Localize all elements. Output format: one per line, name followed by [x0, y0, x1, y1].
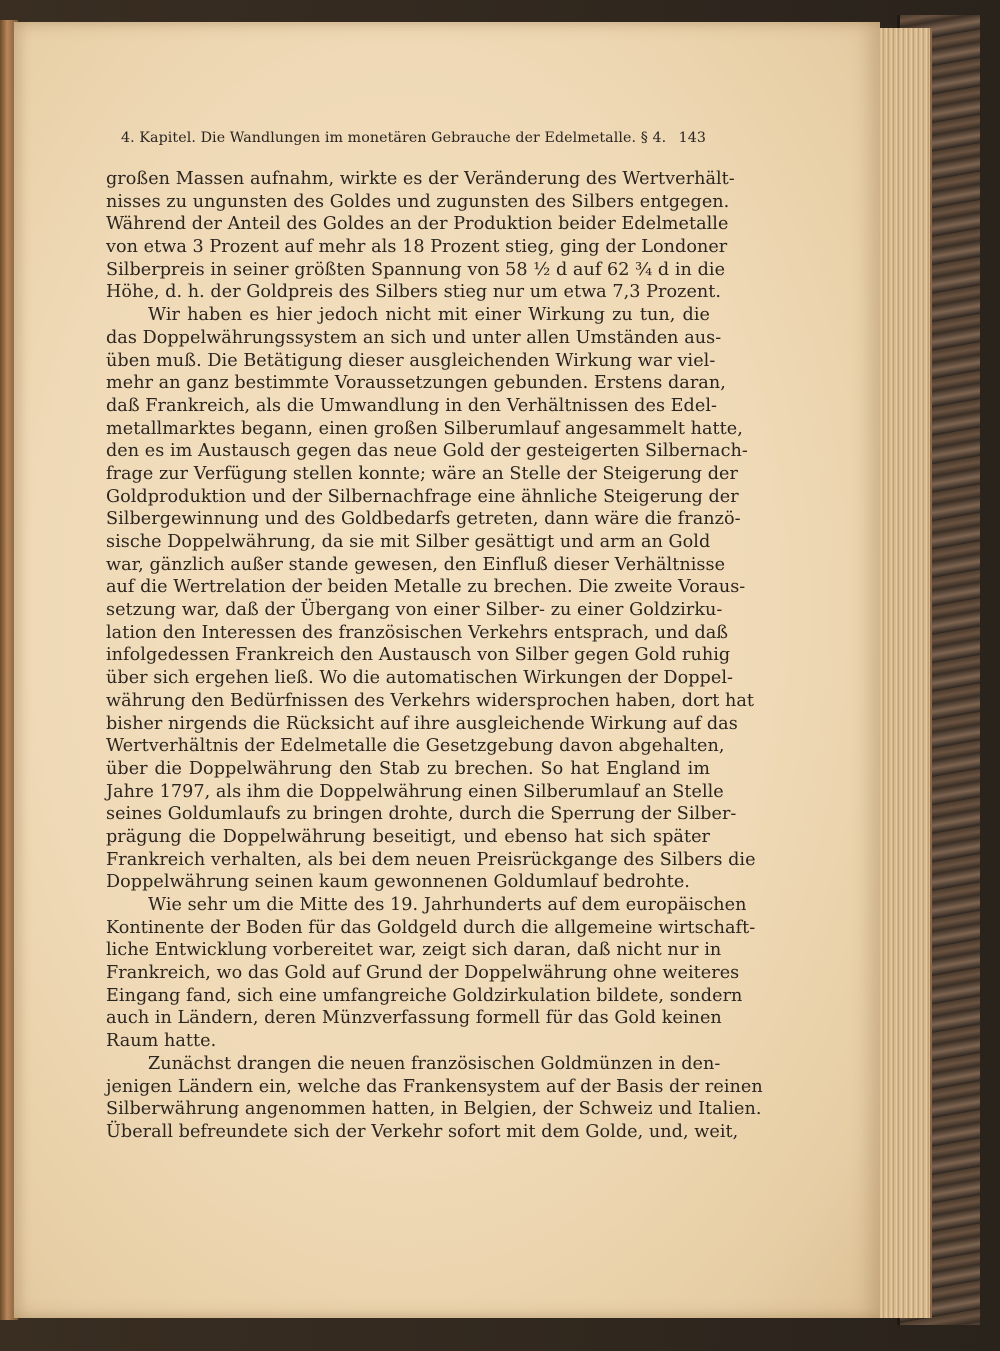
text-line: Zunächst drangen die neuen französischen Goldmünzen in den- [148, 1053, 721, 1074]
text-line: setzung war, daß der Übergang von einer Silber- zu einer Goldzirku- [106, 600, 723, 621]
text-line: Während der Anteil des Goldes an der Produktion beider Edelmetalle [106, 214, 729, 235]
text-line: bisher nirgends die Rücksicht auf ihre ausgleichende Wirkung auf das [106, 713, 738, 734]
text-line: Wie sehr um die Mitte des 19. Jahrhunderts auf dem europäischen [148, 895, 747, 915]
page-number: 143 [678, 130, 706, 146]
text-line: Überall befreundete sich der Verkehr sofort mit dem Golde, und, weit, [106, 1121, 739, 1142]
body-text [106, 168, 763, 1144]
text-line: von etwa 3 Prozent auf mehr als 18 Prozent stieg, ging der Londoner [106, 237, 728, 258]
text-line: Frankreich verhalten, als bei dem neuen Preisrückgange des Silbers die [106, 849, 756, 870]
text-line: Silberpreis in seiner größten Spannung von 58 ½ d auf 62 ¾ d in die [106, 259, 726, 280]
text-line: Kontinente der Boden für das Goldgeld durch die allgemeine wirtschaft- [106, 917, 756, 938]
text-line: jenigen Ländern ein, welche das Frankensystem auf der Basis der reinen [106, 1076, 763, 1097]
text-line: lation den Interessen des französischen Verkehrs entsprach, und daß [106, 622, 729, 643]
text-line: auf die Wertrelation der beiden Metalle zu brechen. Die zweite Voraus- [106, 577, 746, 598]
text-line: üben muß. Die Betätigung dieser ausgleichenden Wirkung war viel- [106, 350, 716, 371]
text-line: großen Massen aufnahm, wirkte es der Veränderung des Wertverhält- [106, 169, 735, 189]
running-header [121, 130, 706, 154]
text-line: das Doppelwährungssystem an sich und unter allen Umständen aus- [106, 327, 722, 348]
text-line: Silberwährung angenommen hatten, in Belgien, der Schweiz und Italien. [106, 1099, 762, 1120]
text-line: Eingang fand, sich eine umfangreiche Goldzirkulation bildete, sondern [106, 985, 743, 1006]
text-line: mehr an ganz bestimmte Voraussetzungen gebunden. Erstens daran, [106, 373, 726, 394]
text-line: metallmarktes begann, einen großen Silberumlauf angesammelt hatte, [106, 418, 743, 439]
text-line: währung den Bedürfnissen des Verkehrs widersprochen haben, dort hat [106, 690, 755, 711]
text-line: den es im Austausch gegen das neue Gold der gesteigerten Silbernach- [106, 441, 748, 462]
text-line: daß Frankreich, als die Umwandlung in den Verhältnissen des Edel- [106, 395, 718, 416]
text-line: Wertverhältnis der Edelmetalle die Gesetzgebung davon abgehalten, [106, 736, 725, 757]
text-line: Raum hatte. [106, 1031, 217, 1052]
text-line: frage zur Verfügung stellen konnte; wäre an Stelle der Steigerung der [106, 463, 738, 484]
text-line: Doppelwährung seinen kaum gewonnenen Goldumlauf bedrohte. [106, 872, 690, 893]
text-line: Wir haben es hier jedoch nicht mit einer Wirkung zu tun, die [148, 305, 710, 326]
text-line: Höhe, d. h. der Goldpreis des Silbers stieg nur um etwa 7,3 Prozent. [106, 282, 722, 303]
text-line: prägung die Doppelwährung beseitigt, und ebenso hat sich später [106, 826, 710, 847]
text-line: Jahre 1797, als ihm die Doppelwährung einen Silberumlauf an Stelle [106, 781, 724, 802]
text-line: über sich ergehen ließ. Wo die automatischen Wirkungen der Doppel- [106, 668, 733, 689]
text-line: über die Doppelwährung den Stab zu brechen. So hat England im [106, 758, 710, 779]
text-line: Frankreich, wo das Gold auf Grund der Doppelwährung ohne weiteres [106, 963, 740, 984]
text-line: infolgedessen Frankreich den Austausch von Silber gegen Gold ruhig [106, 645, 731, 666]
text-line: nisses zu ungunsten des Goldes und zugunsten des Silbers entgegen. [106, 191, 730, 212]
text-line: seines Goldumlaufs zu bringen drohte, durch die Sperrung der Silber- [106, 804, 737, 825]
text-line: Goldproduktion und der Silbernachfrage eine ähnliche Steigerung der [106, 486, 739, 507]
text-line: Silbergewinnung und des Goldbedarfs getreten, dann wäre die franzö- [106, 509, 741, 530]
text-line: auch in Ländern, deren Münzverfassung formell für das Gold keinen [106, 1008, 722, 1029]
text-line: sische Doppelwährung, da sie mit Silber gesättigt und arm an Gold [106, 532, 711, 552]
text-line: war, gänzlich außer stande gewesen, den Einfluß dieser Verhältnisse [106, 554, 726, 575]
text-line: liche Entwicklung vorbereitet war, zeigt sich daran, daß nicht nur in [106, 940, 722, 961]
header-title: 4. Kapitel. Die Wandlungen im monetären Gebrauche der Edelmetalle. § 4. [121, 130, 667, 146]
